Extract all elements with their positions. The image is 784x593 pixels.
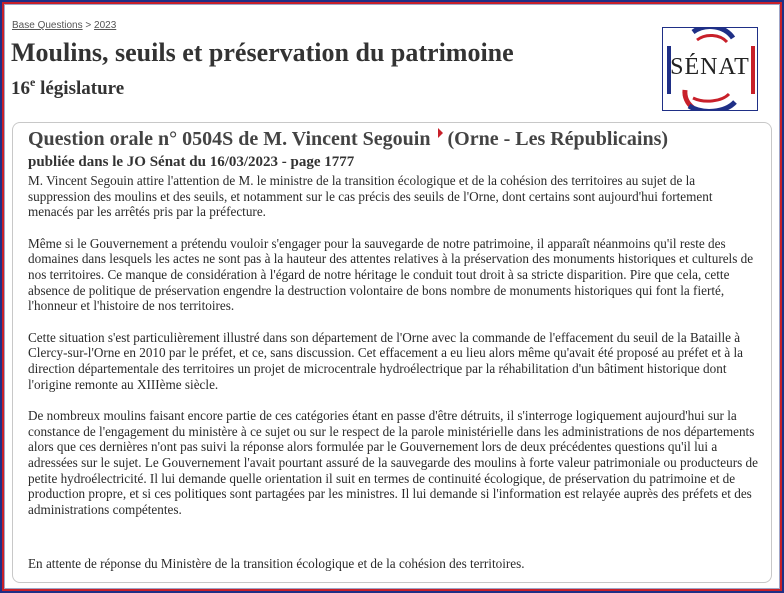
breadcrumb (12, 20, 116, 31)
legislature-suffix: e (30, 75, 36, 89)
page-title: Moulins, seuils et préservation du patrimoine (11, 38, 514, 67)
answer-status: En attente de réponse du Ministère de la transition écologique et de la cohésion des territoires. (28, 556, 525, 571)
breadcrumb-separator: > (85, 20, 92, 31)
question-paragraph: De nombreux moulins faisant encore partie de ces catégories étant en passe d'être détruits, il s'interroge logiquement aujourd'hui sur la constance de l'engagement du ministère à ce sujet ou sur le respect de la parole ministérielle dans les administrations de nos départements alors que ces dernières n'ont pas suivi la réponse alors formulée par le Gouvernement lors de deux précédentes questions qu'il lui a adressées sur le sujet. Le Gouvernement l'avait pourtant assuré de la sauvegarde des moulins à forte valeur patrimoniale ou producteurs de petite hydroélectricité. Il lui demande quelle orientation il suit en termes de continuité écologique, de préservation du patrimoine et de production propre, et si ces politiques sont partagées par les ministres. Il lui demande si l'information est relayée auprès des préfets et des administrations compétentes. (28, 408, 759, 517)
question-group: (Orne - Les Républicains) (447, 128, 669, 150)
senat-logo-text: SÉNAT (670, 54, 750, 80)
legislature-number: 16 (11, 78, 30, 99)
senator-arrow-icon (438, 128, 443, 138)
question-paragraph: M. Vincent Segouin attire l'attention de M. le ministre de la transition écologique et de la cohésion des territoires au sujet de la suppression des moulins et des seuils, et notamment sur le cas précis des seuils de l'Orne, dont certains sont aujourd'hui fortement menacés par les arrêtés pris par la préfecture. (28, 173, 713, 220)
question-body (28, 173, 760, 533)
question-title (28, 128, 668, 151)
breadcrumb-link-year[interactable]: 2023 (94, 20, 117, 31)
question-title-text: Question orale n° 0504S de M. Vincent Segouin (28, 128, 431, 150)
senat-logo[interactable] (662, 27, 758, 111)
legislature-label: législature (40, 78, 125, 99)
question-paragraph: Même si le Gouvernement a prétendu vouloir s'engager pour la sauvegarde de notre patrimoine, il apparaît néanmoins qu'il reste des domaines dans lesquels les actes ne sont pas à la hauteur des attentes relatives à la préservation des monuments historiques et culturels de nos territoires. Ce manque de considération à l'égard de notre héritage le conduit tout droit à sa stricte disparition. Pire que cela, cette absence de politique de préservation engendre la destruction volontaire de bons nombre de monuments historiques qui font la fierté, l'honneur et l'histoire de nos territoires. (28, 235, 754, 314)
publication-info: publiée dans le JO Sénat du 16/03/2023 - page 1777 (28, 154, 355, 170)
question-paragraph: Cette situation s'est particulièrement illustré dans son département de l'Orne avec la commande de l'effacement du seuil de la Bataille à Clercy-sur-l'Orne en 2010 par le préfet, et ce, sans discussion. Cet effacement a eu lieu alors même qu'avait été proposé au préfet et à la direction départementale des territoires un projet de microcentrale hydroélectrique par la réhabilitation d'un bâtiment historique dont l'origine remonte au XIIIème siècle. (28, 329, 743, 392)
breadcrumb-link-base-questions[interactable]: Base Questions (12, 20, 83, 31)
legislature (11, 75, 124, 100)
